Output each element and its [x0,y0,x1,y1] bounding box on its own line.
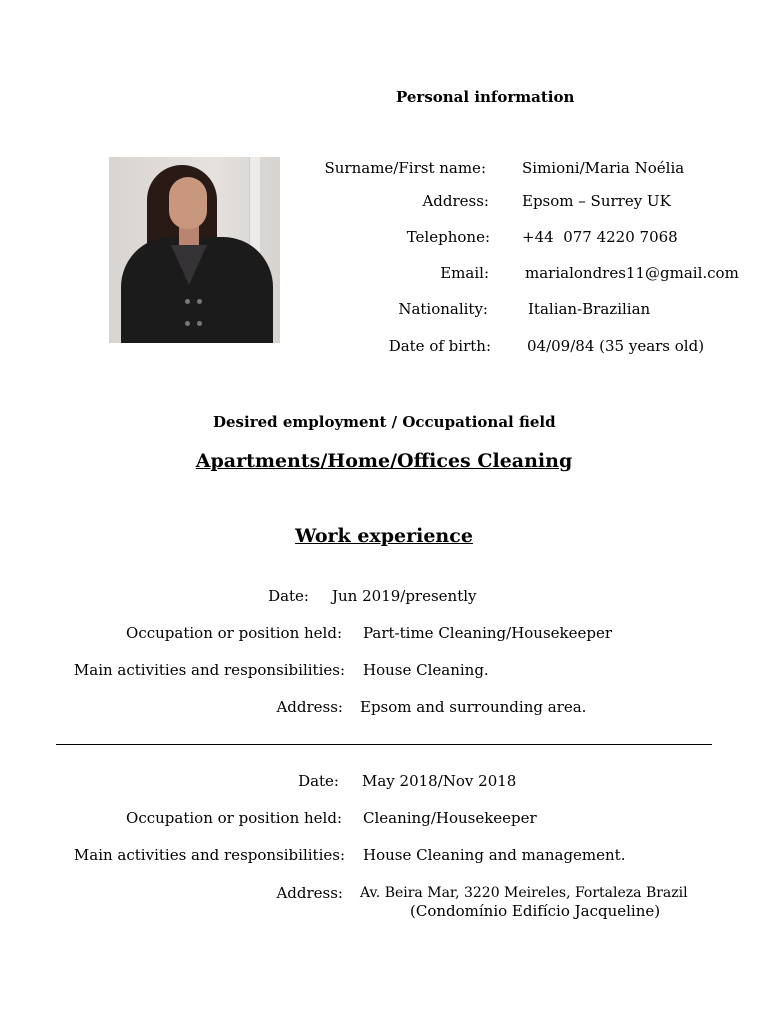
entry1-address-label: Address: [276,698,343,716]
entry2-occupation: Cleaning/Housekeeper [363,809,537,827]
telephone-label: Telephone: [406,228,490,246]
profile-photo [109,157,280,343]
section-divider [56,744,712,745]
surname-value: Simioni/Maria Noélia [522,159,685,177]
entry2-activities-label: Main activities and responsibilities: [73,846,345,864]
entry1-address: Epsom and surrounding area. [360,698,587,716]
entry2-address-line2: (Condomínio Edifício Jacqueline) [410,902,661,920]
entry2-occupation-label: Occupation or position held: [126,809,342,827]
occupational-field: Apartments/Home/Offices Cleaning [195,450,573,472]
address-value: Epsom – Surrey UK [522,192,671,210]
dob-label: Date of birth: [388,337,491,355]
personal-info-heading: Personal information [396,88,575,106]
entry1-date-label: Date: [268,587,309,605]
entry2-activities: House Cleaning and management. [363,846,626,864]
nationality-label: Nationality: [398,300,488,318]
telephone-value: +44 077 4220 7068 [522,228,678,246]
email-value: marialondres11@gmail.com [525,264,739,282]
entry1-activities-label: Main activities and responsibilities: [73,661,345,679]
entry2-address: Av. Beira Mar, 3220 Meireles, Fortaleza Brazil [360,885,688,901]
nationality-value: Italian-Brazilian [528,300,651,318]
desired-employment-heading: Desired employment / Occupational field [213,413,556,431]
entry1-activities: House Cleaning. [363,661,489,679]
work-experience-heading: Work experience [295,525,473,547]
entry1-occupation-label: Occupation or position held: [126,624,342,642]
dob-value: 04/09/84 (35 years old) [527,337,705,355]
entry1-date: Jun 2019/presently [332,587,477,605]
entry2-date: May 2018/Nov 2018 [362,772,517,790]
address-label: Address: [422,192,489,210]
entry1-occupation: Part-time Cleaning/Housekeeper [363,624,613,642]
surname-label: Surname/First name: [324,159,486,177]
entry2-date-label: Date: [298,772,339,790]
email-label: Email: [440,264,489,282]
entry2-address-label: Address: [276,884,343,902]
